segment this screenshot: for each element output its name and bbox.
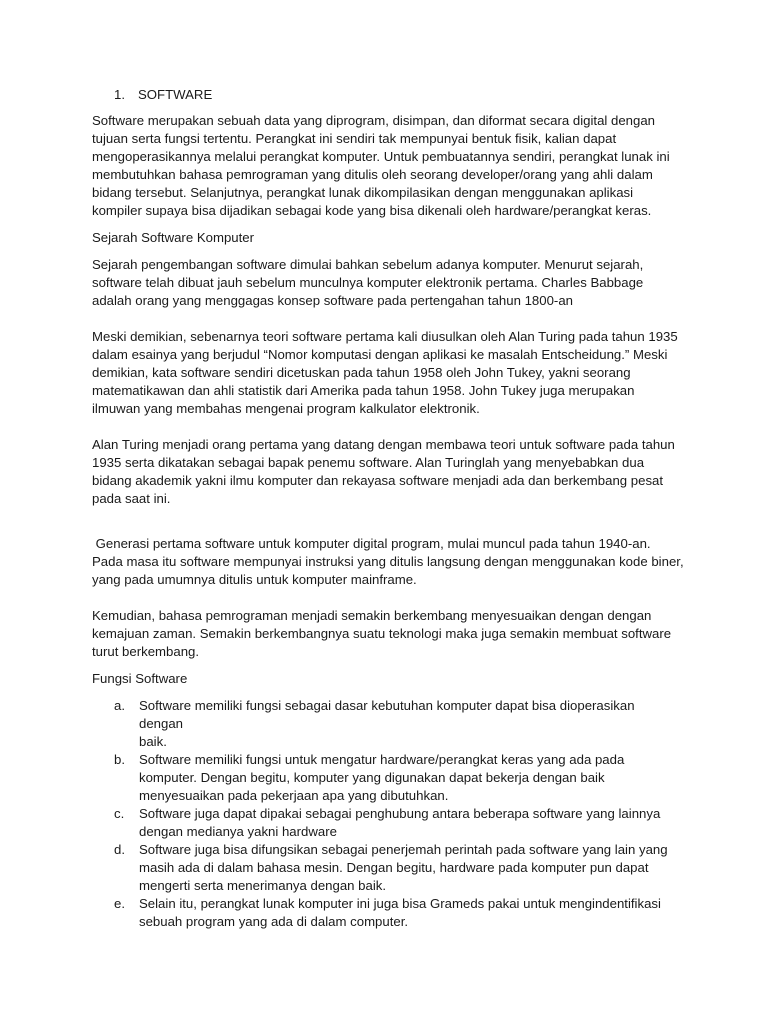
intro-paragraph xyxy=(92,112,680,220)
text-line: software telah dibuat jauh sebelum munculnya komputer elektronik pertama. Charles Babbage xyxy=(92,275,644,290)
text-line: demikian, kata software sendiri dicetuskan pada tahun 1958 oleh John Tukey, yakni seorang xyxy=(92,365,631,380)
text-line: turut berkembang. xyxy=(92,644,200,659)
text-line: menyesuaikan pada pekerjaan apa yang dibutuhkan. xyxy=(139,788,449,803)
text-line: dengan medianya yakni hardware xyxy=(139,824,337,839)
text-line: mengerti serta menerimanya dengan baik. xyxy=(139,878,387,893)
function-list xyxy=(92,697,680,931)
text-line: Software juga dapat dipakai sebagai penghubung antara beberapa software yang lainnya xyxy=(139,806,661,821)
text-line: Alan Turing menjadi orang pertama yang datang dengan membawa teori untuk software pada tahun xyxy=(92,437,675,452)
list-item xyxy=(92,841,680,895)
list-item-text xyxy=(139,805,680,841)
list-marker: e. xyxy=(114,896,125,911)
text-line: yang pada umumnya ditulis untuk komputer mainframe. xyxy=(92,572,417,587)
text-line: ilmuwan yang membahas mengenai program kalkulator elektronik. xyxy=(92,401,480,416)
list-marker: b. xyxy=(114,752,125,767)
text-line: bidang akademik yakni ilmu komputer dan rekayasa software menjadi ada dan berkembang pesat xyxy=(92,473,664,488)
text-line: Pada masa itu software mempunyai instruksi yang ditulis langsung dengan menggunakan kode biner, xyxy=(92,554,684,569)
document-page xyxy=(92,86,684,931)
text-line: tujuan serta fungsi tertentu. Perangkat ini sendiri tak mempunyai bentuk fisik, kalian dapat xyxy=(92,131,617,146)
list-marker: d. xyxy=(114,842,125,857)
list-marker: a. xyxy=(114,698,125,713)
function-title: Fungsi Software xyxy=(92,671,188,686)
text-line: kompiler supaya bisa dijadikan sebagai kode yang bisa dikenali oleh hardware/perangkat keras. xyxy=(92,203,652,218)
text-line: pada saat ini. xyxy=(92,491,171,506)
list-item-text xyxy=(139,841,680,895)
text-line: komputer. Dengan begitu, komputer yang digunakan dapat bekerja dengan baik xyxy=(139,770,605,785)
list-item-text xyxy=(139,697,680,751)
history-paragraph xyxy=(92,436,680,508)
history-title: Sejarah Software Komputer xyxy=(92,230,254,245)
text-line: Kemudian, bahasa pemrograman menjadi semakin berkembang menyesuaikan dengan dengan xyxy=(92,608,652,623)
list-marker: c. xyxy=(114,806,125,821)
text-line: matematikawan dan ahli statistik dari Amerika pada tahun 1958. John Tukey juga merupakan xyxy=(92,383,635,398)
text-line: Generasi pertama software untuk komputer digital program, mulai muncul pada tahun 1940-an. xyxy=(92,536,651,551)
text-line: Software merupakan sebuah data yang diprogram, disimpan, dan diformat secara digital dengan xyxy=(92,113,656,128)
text-line: Sejarah pengembangan software dimulai bahkan sebelum adanya komputer. Menurut sejarah, xyxy=(92,257,644,272)
list-item xyxy=(92,751,680,805)
text-line: Software juga bisa difungsikan sebagai penerjemah perintah pada software yang lain yang xyxy=(139,842,668,857)
text-line: sebuah program yang ada di dalam computer. xyxy=(139,914,409,929)
text-line: adalah orang yang menggagas konsep software pada pertengahan tahun 1800-an xyxy=(92,293,573,308)
history-paragraph xyxy=(92,256,680,310)
history-paragraph xyxy=(92,328,680,418)
text-line: kemajuan zaman. Semakin berkembangnya suatu teknologi maka juga semakin membuat software xyxy=(92,626,672,641)
history-paragraph xyxy=(92,607,680,661)
text-line: mengoperasikannya melalui perangkat komputer. Untuk pembuatannya sendiri, perangkat lunak ini xyxy=(92,149,670,164)
text-line: Meski demikian, sebenarnya teori software pertama kali diusulkan oleh Alan Turing pada tahun 1935 xyxy=(92,329,678,344)
text-line: Software memiliki fungsi sebagai dasar kebutuhan komputer dapat bisa dioperasikan dengan xyxy=(139,698,635,731)
list-item-text xyxy=(139,895,680,931)
list-item-text xyxy=(139,751,680,805)
history-paragraph xyxy=(92,517,684,589)
text-line: baik. xyxy=(139,734,167,749)
text-line: 1935 serta dikatakan sebagai bapak penemu software. Alan Turinglah yang menyebabkan dua xyxy=(92,455,645,470)
text-line: membutuhkan bahasa pemrograman yang ditulis oleh seorang developer/orang yang ahli dalam xyxy=(92,167,653,182)
section-heading xyxy=(114,86,680,104)
list-item xyxy=(92,697,680,751)
text-line: Software memiliki fungsi untuk mengatur hardware/perangkat keras yang ada pada xyxy=(139,752,625,767)
list-item xyxy=(92,805,680,841)
text-line: Selain itu, perangkat lunak komputer ini juga bisa Grameds pakai untuk mengindentifikasi xyxy=(139,896,661,911)
heading-title: SOFTWARE xyxy=(138,87,213,102)
heading-number: 1. xyxy=(114,87,125,102)
text-line: dalam esainya yang berjudul “Nomor komputasi dengan aplikasi ke masalah Entscheidung.” Meski xyxy=(92,347,668,362)
text-line: masih ada di dalam bahasa mesin. Dengan begitu, hardware pada komputer pun dapat xyxy=(139,860,649,875)
text-line: bidang tersebut. Selanjutnya, perangkat lunak dikompilasikan dengan menggunakan aplikasi xyxy=(92,185,634,200)
list-item xyxy=(92,895,680,931)
